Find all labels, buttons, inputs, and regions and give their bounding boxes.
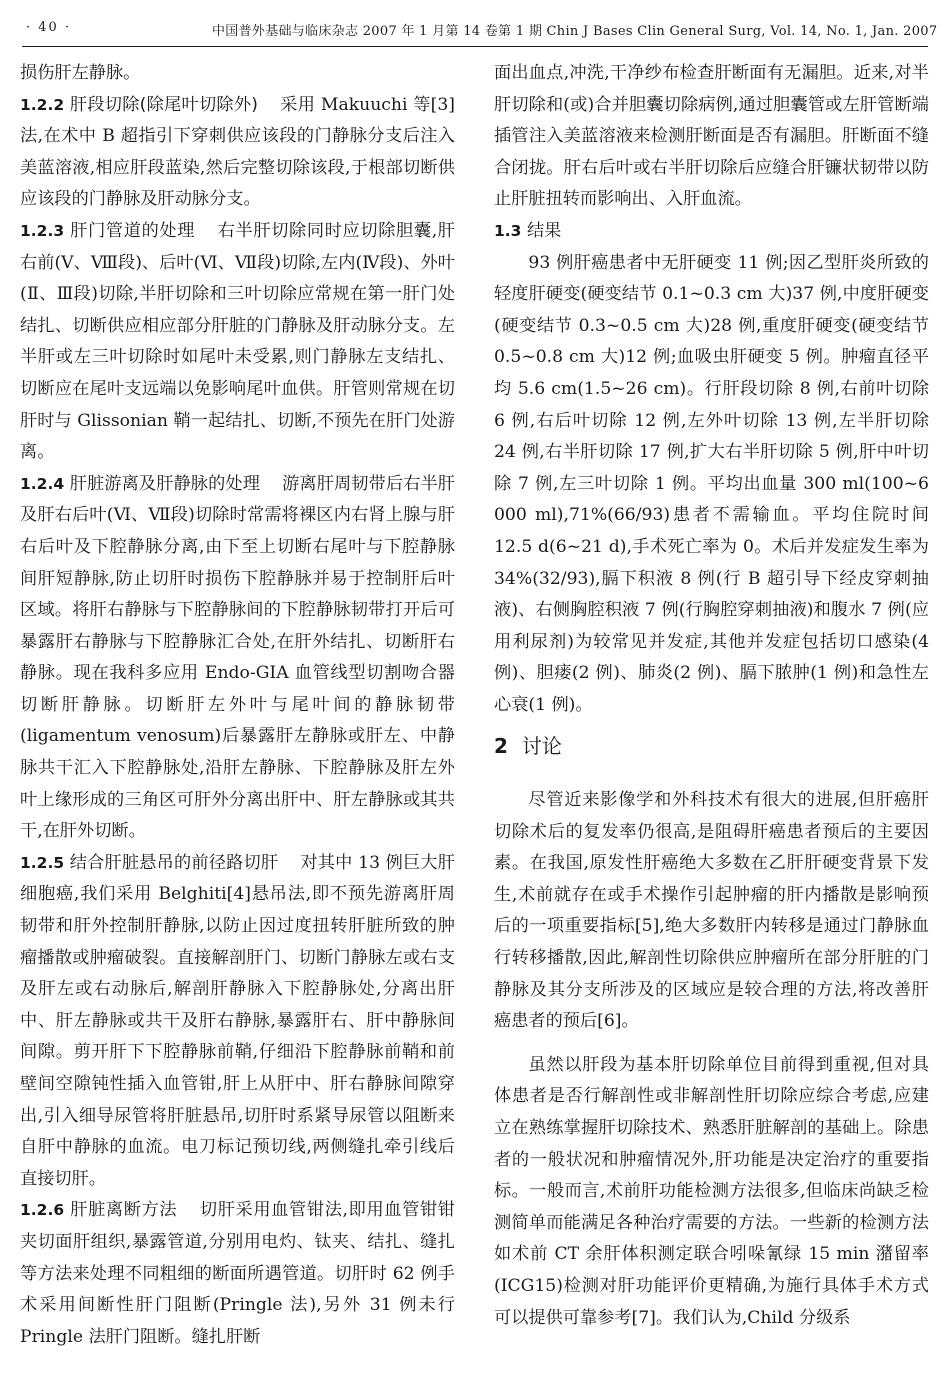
section-text: 右半肝切除同时应切除胆囊,肝右前(Ⅴ、Ⅷ段)、后叶(Ⅵ、Ⅶ段)切除,左内(Ⅳ段)、外叶(Ⅱ、Ⅲ段)切除,半肝切除和三叶切除应常规在第一肝门处结扎、切断供应相应部分肝脏的门静脉及肝动脉分支。左半肝或左三叶切除时如尾叶未受累,则门静脉左支结扎、切断应在尾叶支远端以免影响尾叶血供。肝管则常规在切肝时与 Glissonian 鞘一起结扎、切断,不预先在肝门处游离。	[20, 220, 455, 463]
section-title: 肝段切除(除尾叶切除外)	[69, 94, 259, 115]
journal-citation: 中国普外基础与临床杂志 2007 年 1 月第 14 卷第 1 期 Chin J Bases Clin General Surg, Vol. 14, No. 1, Jan. 2007	[212, 24, 938, 39]
discussion-paragraph: 尽管近来影像学和外科技术有很大的进展,但肝癌肝切除术后的复发率仍很高,是阻碍肝癌患者预后的主要因素。在我国,原发性肝癌绝大多数在乙肝肝硬变背景下发生,术前就存在或手术操作引起肿瘤的肝内播散是影响预后的一项重要指标[5],绝大多数肝内转移是通过门静脉血行转移播散,因此,解剖性切除供应肿瘤所在部分肝脏的门静脉及其分支所涉及的区域应是较合理的方法,将改善肝癌患者的预后[6]。	[494, 790, 929, 1032]
section-number: 1.2.2	[20, 95, 65, 114]
right-column	[494, 58, 929, 1334]
section-title: 结合肝脏悬吊的前径路切肝	[69, 852, 279, 873]
section-number: 1.2.4	[20, 474, 65, 493]
section-title: 肝门管道的处理	[70, 220, 196, 241]
discussion-heading	[494, 731, 929, 763]
section-number: 1.2.3	[20, 221, 65, 240]
page-header	[22, 14, 938, 47]
section-text: 切肝采用血管钳法,即用血管钳钳夹切面肝组织,暴露管道,分别用电灼、钛夹、结扎、缝扎等方法来处理不同粗细的断面所遇管道。切肝时 62 例手术采用间断性肝门阻断(Pringle 法),另外 31 例未行 Pringle 法肝门阻断。缝扎肝断	[20, 1200, 455, 1347]
results-paragraph: 93 例肝癌患者中无肝硬变 11 例;因乙型肝炎所致的轻度肝硬变(硬变结节 0.1~0.3 cm 大)37 例,中度肝硬变(硬变结节 0.3~0.5 cm 大)28 例,重度肝硬变(硬变结节 0.5~0.8 cm 大)12 例;血吸虫肝硬变 5 例。肿瘤直径平均 5.6 cm(1.5~26 cm)。行肝段切除 8 例,右前叶切除 6 例,右后叶切除 12 例,左外叶切除 13 例,左半肝切除 24 例,右半肝切除 17 例,扩大右半肝切除 5 例,肝中叶切除 7 例,左三叶切除 1 例。平均出血量 300 ml(100~6 000 ml),71%(66/93)患者不需输血。平均住院时间 12.5 d(6~21 d),手术死亡率为 0。术后并发症发生率为 34%(32/93),膈下积液 8 例(行 B 超引导下经皮穿刺抽液)、右侧胸腔积液 7 例(行胸腔穿刺抽液)和腹水 7 例(应用利尿剂)为较常见并发症,其他并发症包括切口感染(4 例)、胆瘘(2 例)、肺炎(2 例)、膈下脓肿(1 例)和急性左心衰(1 例)。	[494, 252, 929, 715]
section-title: 肝脏离断方法	[70, 1200, 178, 1221]
left-column	[20, 58, 455, 1353]
paragraph: 面出血点,冲洗,干净纱布检查肝断面有无漏胆。近来,对半肝切除和(或)合并胆囊切除病例,通过胆囊管或左肝管断端插管注入美蓝溶液来检测肝断面是否有漏胆。肝断面不缝合闭拢。肝右后叶或右半肝切除后应缝合肝镰状韧带以防止肝脏扭转而影响出、入肝血流。	[494, 63, 929, 210]
section-1-2-6	[20, 1195, 455, 1353]
discussion-paragraph: 虽然以肝段为基本肝切除单位目前得到重视,但对具体患者是否行解剖性或非解剖性肝切除应综合考虑,应建立在熟练掌握肝切除技术、熟悉肝脏解剖的基础上。除患者的一般状况和肿瘤情况外,肝功能是决定治疗的重要指标。一般而言,术前肝功能检测方法很多,但临床尚缺乏检测简单而能满足各种治疗需要的方法。一些新的检测方法如术前 CT 余肝体积测定联合吲哚氰绿 15 min 潴留率(ICG15)检测对肝功能评价更精确,为施行具体手术方式可以提供可靠参考[7]。我们认为,Child 分级系	[494, 1054, 929, 1328]
section-1-2-5	[20, 848, 455, 1196]
section-text: 游离肝周韧带后右半肝及肝右后叶(Ⅵ、Ⅶ段)切除时常需将裸区内右肾上腺与肝右后叶及下腔静脉分离,由下至上切断右尾叶与下腔静脉间肝短静脉,防止切肝时损伤下腔静脉并易于控制肝后叶区域。将肝右静脉与下腔静脉间的下腔静脉韧带打开后可暴露肝右静脉与下腔静脉汇合处,在肝外结扎、切断肝右静脉。现在我科多应用 Endo-GIA 血管线型切割吻合器切断肝静脉。切断肝左外叶与尾叶间的静脉韧带(ligamentum venosum)后暴露肝左静脉或肝左、中静脉共干汇入下腔静脉处,沿肝左静脉、下腔静脉及肝左外叶上缘形成的三角区可肝外分离出肝中、肝左静脉或其共干,在肝外切断。	[20, 473, 455, 842]
section-1-2-2	[20, 90, 455, 216]
section-1-3	[494, 216, 929, 248]
section-title: 讨论	[521, 734, 562, 759]
section-1-2-4	[20, 469, 455, 848]
section-number: 1.3	[494, 221, 522, 240]
section-number: 1.2.6	[20, 1201, 65, 1220]
section-text: 采用 Makuuchi 等[3]法,在术中 B 超指引下穿刺供应该段的门静脉分支后注入美蓝溶液,相应肝段蓝染,然后完整切除该段,于根部切断供应该段的门静脉及肝动脉分支。	[20, 94, 455, 210]
section-title: 肝脏游离及肝静脉的处理	[69, 473, 260, 494]
section-1-2-3	[20, 216, 455, 469]
paragraph: 损伤肝左静脉。	[20, 63, 141, 83]
section-text: 对其中 13 例巨大肝细胞癌,我们采用 Belghiti[4]悬吊法,即不预先游离肝周韧带和肝外控制肝静脉,以防止因过度扭转肝脏所致的肿瘤播散或肿瘤破裂。直接解剖肝门、切断门静脉左或右支及肝左或右动脉后,解剖肝静脉入下腔静脉处,分离出肝中、肝左静脉或共干及肝右静脉,暴露肝右、肝中静脉间间隙。剪开肝下下腔静脉前鞘,仔细沿下腔静脉前鞘和前壁间空隙钝性插入血管钳,肝上从肝中、肝右静脉间隙穿出,引入细导尿管将肝脏悬吊,切肝时系紧导尿管以阻断来自肝中静脉的血流。电刀标记预切线,两侧缝扎牵引线后直接切肝。	[20, 852, 455, 1189]
section-title: 结果	[526, 220, 562, 241]
section-number: 1.2.5	[20, 853, 65, 872]
section-number: 2	[494, 734, 508, 759]
page-number: · 40 ·	[26, 20, 72, 35]
